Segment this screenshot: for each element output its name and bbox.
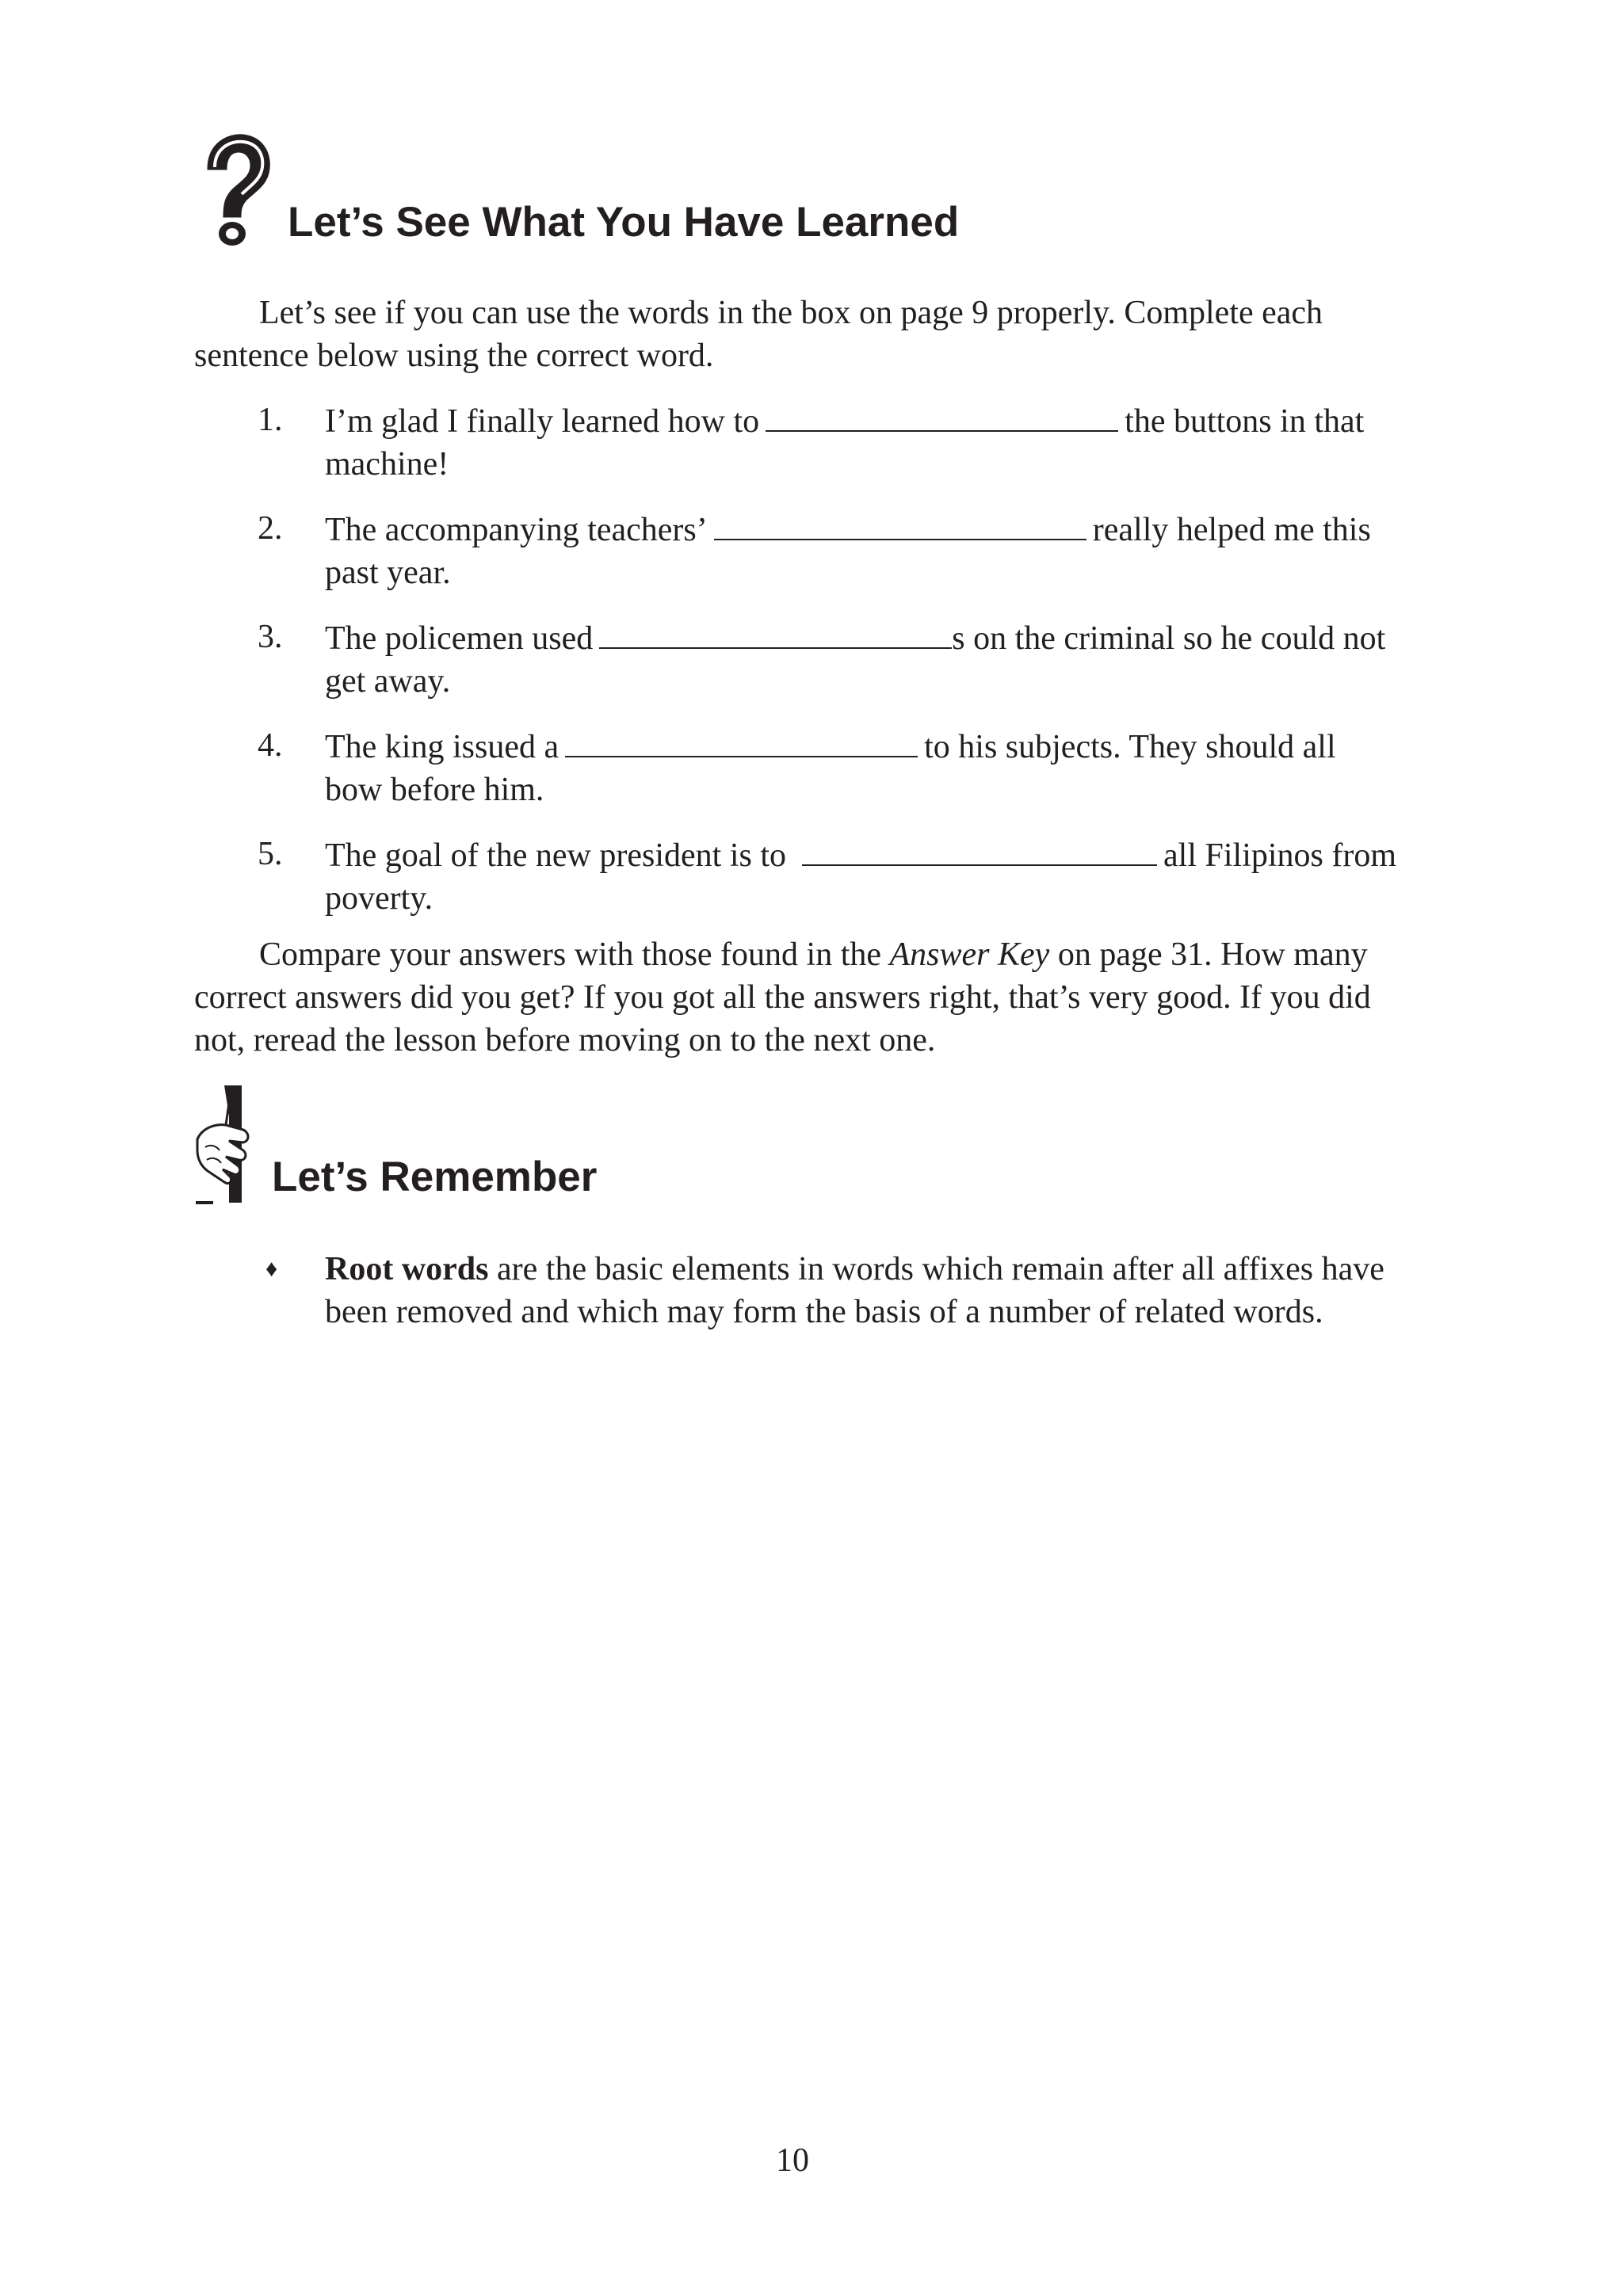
diamond-bullet-icon: ♦ xyxy=(265,1256,278,1282)
item-number: 5. xyxy=(258,836,283,872)
item-text-before: The policemen used xyxy=(325,620,594,657)
intro-paragraph: Let’s see if you can use the words in the box on page 9 properly. Complete each sentence below using the correct word. xyxy=(194,295,1323,374)
exercise-item xyxy=(258,724,1399,811)
item-number: 4. xyxy=(258,727,283,764)
item-text-after: the buttons in that machine! xyxy=(325,403,1365,482)
exercise-item xyxy=(258,833,1399,920)
compare-text: Compare your answers with those found in the xyxy=(259,936,890,973)
item-text-after: all Filipinos from poverty. xyxy=(325,837,1397,917)
item-number: 1. xyxy=(258,402,283,438)
exercise-list xyxy=(258,399,1399,941)
item-number: 2. xyxy=(258,510,283,547)
item-text-before: I’m glad I finally learned how to xyxy=(325,403,760,440)
answer-blank[interactable] xyxy=(565,724,918,757)
answer-blank[interactable] xyxy=(802,833,1157,866)
root-words-term: Root words xyxy=(325,1251,489,1287)
exercise-item xyxy=(258,616,1399,703)
question-mark-icon xyxy=(194,131,273,250)
section-heading-remember xyxy=(194,1084,597,1204)
item-text-after: s on the criminal so he could not get away. xyxy=(325,620,1386,700)
exercise-item xyxy=(258,399,1399,486)
compare-paragraph xyxy=(194,933,1399,1062)
definition-text: are the basic elements in words which remain after all affixes have been removed and which may form the basis of a number of related words. xyxy=(325,1251,1384,1330)
remember-bullet xyxy=(265,1248,1399,1333)
item-text-before: The goal of the new president is to xyxy=(325,837,787,874)
exercise-item xyxy=(258,507,1399,594)
item-number: 3. xyxy=(258,619,283,655)
section-title: Let’s See What You Have Learned xyxy=(288,199,960,246)
compare-text: on page 31. How many correct answers did you get? If you got all the answers right, that’s very good. If you did not, reread the lesson before moving on to the next one. xyxy=(194,936,1371,1058)
item-text-after: really helped me this past year. xyxy=(325,512,1371,591)
answer-key-ref: Answer Key xyxy=(889,936,1050,973)
answer-blank[interactable] xyxy=(714,507,1086,540)
item-text-before: The accompanying teachers’ xyxy=(325,512,708,548)
answer-blank[interactable] xyxy=(766,399,1118,432)
answer-blank[interactable] xyxy=(599,616,952,649)
section-heading-see xyxy=(194,131,959,250)
item-text-before: The king issued a xyxy=(325,729,559,765)
page-number: 10 xyxy=(776,2142,809,2179)
item-text-after: to his subjects. They should all bow before him. xyxy=(325,729,1336,808)
finger-string-icon xyxy=(194,1084,258,1204)
section-title: Let’s Remember xyxy=(272,1154,598,1200)
